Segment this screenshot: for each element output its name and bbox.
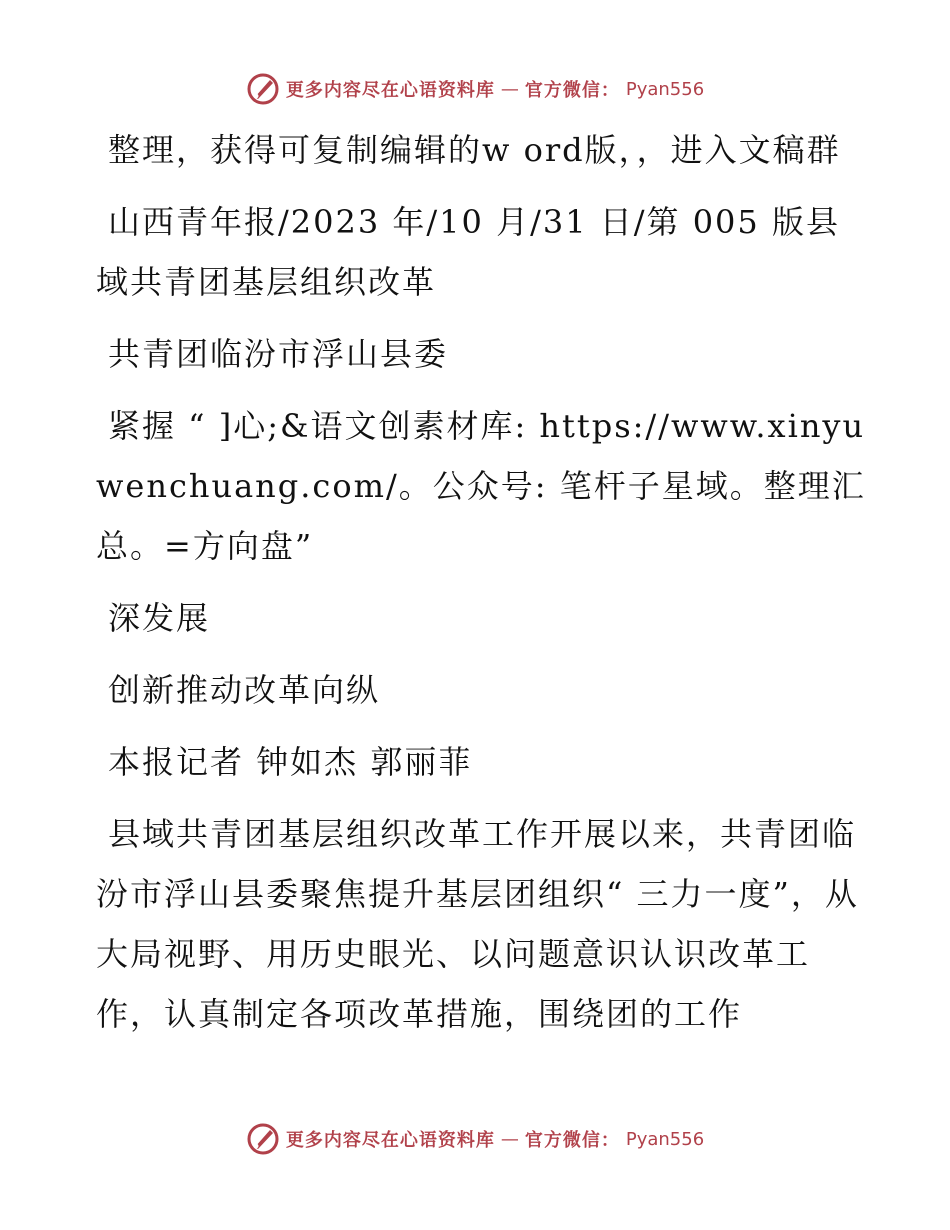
quill-pen-logo-icon — [246, 72, 280, 106]
paragraph-intro: 整理，获得可复制编辑的w ord版，，进入文稿群 — [108, 131, 841, 169]
paragraph-author-org: 共青团临汾市浮山县委 — [108, 335, 449, 373]
paragraph-heading-2: 深发展 — [108, 599, 211, 637]
paragraph-byline: 本报记者 钟如杰 郭丽菲 — [108, 743, 473, 781]
watermark-text: 更多内容尽在心语资料库 — [285, 1130, 495, 1151]
paragraph-source: 山西青年报/2023 年/10 月/31 日/第 005 版县域共青团基层组织改革 — [96, 203, 840, 301]
paragraph-heading-3: 创新推动改革向纵 — [108, 671, 381, 709]
paragraph-body: 县域共青团基层组织改革工作开展以来，共青团临汾市浮山县委聚焦提升基层团组织“ 三力一度”，从大局视野、用历史眼光、以问题意识认识改革工作，认真制定各项改革措施，围绕团的工作 — [96, 815, 859, 1033]
watermark-wechat-id: Pyan556 — [625, 1128, 705, 1150]
footer-watermark — [0, 1122, 950, 1156]
document-body — [96, 120, 866, 1056]
watermark-text: 更多内容尽在心语资料库 — [285, 80, 495, 101]
header-watermark — [0, 72, 950, 106]
watermark-wechat-label: 官方微信： — [524, 1130, 620, 1151]
watermark-wechat-label: 官方微信： — [524, 80, 620, 101]
watermark-separator: — — [500, 1128, 519, 1150]
quill-pen-logo-icon — [246, 1122, 280, 1156]
watermark-wechat-id: Pyan556 — [625, 78, 705, 100]
paragraph-heading-1: 紧握 “ ]心;&语文创素材库: https://www.xinyuwenchuang.com/。公众号: 笔杆子星域。整理汇总。=方向盘” — [96, 407, 866, 565]
watermark-separator: — — [500, 78, 519, 100]
